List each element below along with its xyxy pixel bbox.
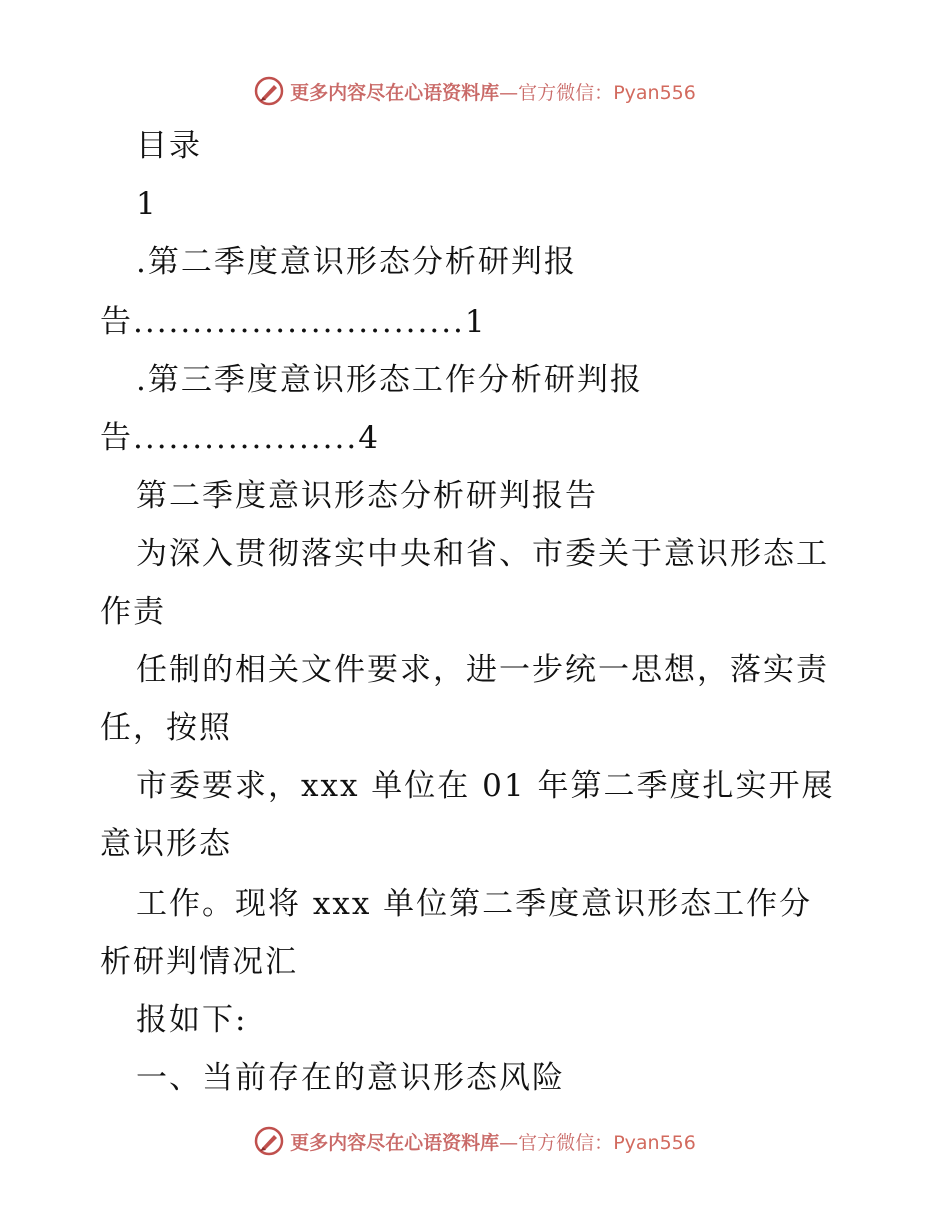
watermark-separator: —官方微信： xyxy=(499,81,614,104)
toc-title: 目录 xyxy=(136,128,202,164)
toc-entry-2: .第三季度意识形态工作分析研判报 xyxy=(136,362,643,398)
footer-watermark xyxy=(0,1121,950,1161)
paragraph-line: 意识形态 xyxy=(100,826,232,862)
header-watermark xyxy=(0,71,950,111)
watermark-text xyxy=(290,1128,696,1155)
watermark-brand: 更多内容尽在心语资料库 xyxy=(290,1131,500,1154)
watermark-separator: —官方微信： xyxy=(499,1131,614,1154)
paragraph-line: 为深入贯彻落实中央和省、市委关于意识形态工 xyxy=(136,536,829,572)
watermark-text xyxy=(290,78,696,105)
paragraph-line: 市委要求，xxx 单位在 01 年第二季度扎实开展 xyxy=(136,768,835,804)
toc-entry-1-page: 告............................1 xyxy=(100,304,487,340)
watermark-brand: 更多内容尽在心语资料库 xyxy=(290,81,500,104)
section-title: 第二季度意识形态分析研判报告 xyxy=(136,478,598,514)
paragraph-line: 析研判情况汇 xyxy=(100,944,298,980)
watermark-wechat-id: Pyan556 xyxy=(613,1131,696,1154)
paragraph-line: 任制的相关文件要求，进一步统一思想，落实责 xyxy=(136,652,829,688)
subsection-heading: 一、当前存在的意识形态风险 xyxy=(136,1060,565,1096)
watermark-wechat-id: Pyan556 xyxy=(613,81,696,104)
paragraph-line: 任，按照 xyxy=(100,710,232,746)
pen-logo-icon xyxy=(254,76,284,106)
paragraph-line: 作责 xyxy=(100,594,166,630)
paragraph-line: 工作。现将 xxx 单位第二季度意识形态工作分 xyxy=(136,886,813,922)
toc-entry-1: .第二季度意识形态分析研判报 xyxy=(136,244,577,280)
paragraph-line: 报如下: xyxy=(136,1002,248,1038)
toc-entry-2-page: 告...................4 xyxy=(100,420,380,456)
pen-logo-icon xyxy=(254,1126,284,1156)
toc-number: 1 xyxy=(136,186,158,222)
